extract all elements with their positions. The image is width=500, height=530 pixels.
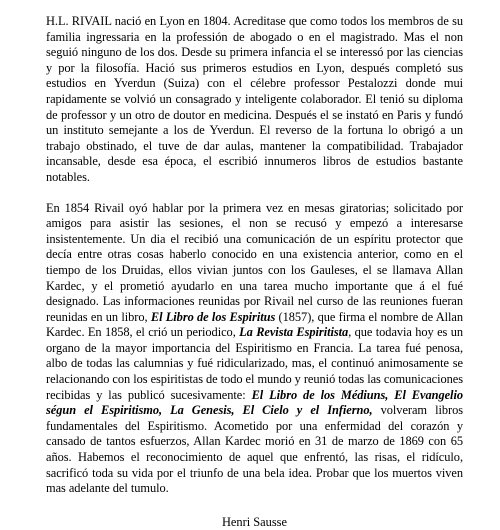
paragraph-2-text-part-1: En 1854 Rivail oyó hablar por la primera vez en mesas giratorias; solicitado por amigos para asistir las sesiones, el non se recusó y empezó a interesarse insistentemente. Un dia el recibió una comunicación de un espíritu protector que decía entre otras cosas haberlo conocido en una existencia anterior, como en el tiempo de los Druidas, ellos vivian juntos con los Gauleses, el se llamava Allan Kardec, y el prometió ayudarlo en una tarea mucho importante que á el fué designado. Las informaciones reunidas por Rivail nel curso de las reuniones fueran reunidas en un libro, [46,200,463,324]
journal-title-revista-espiritista: La Revista Espiritista [239,325,349,340]
book-title-libro-espiritus: El Libro de los Espiritus [150,309,276,324]
paragraph-2-text-part-4: volveram libros fundamentales del Espiritismo. Acometido por una enfermidad del corazón y cansado de tantos esfuerzos, Allan Kardec morió en 31 de marzo de 1869 con 65 años. Habemos el reconocimiento de aquel que enfrentó, las risas, el ridículo, sacrificó toda su vida por el triunfo de una bela idea. Probar que los muertos viven mas adelante del tumulo. [46,403,463,496]
biography-paragraph-2 [46,201,463,497]
paragraph-2-text-part-2: (1857), que firma el nombre de Allan Kardec. En 1858, el crió un periodico, [46,309,463,340]
biography-paragraph-1: H.L. RIVAIL nació en Lyon en 1804. Acreditase que como todos los membros de su familia ingressaria en la professión de abogado o en el magistrado. Mas el non seguió ninguno de los dos. Desde su primera infancia el se interessó por las ciencias y por la filosofía. Hació sus primeros estudios en Lyon, después completó sus estudios en Yverdun (Suiza) con el célebre professor Pestalozzi donde mui rapidamente se volvió un consagrado y inteligente colaborador. El tenió su diploma de professor y un otro de doutor en medicina. Después el se instató en Paris y fundó un instituto semejante a los de Yverdun. El reverso de la fortuna lo obrigó a un trabajo obstinado, el tuve de dar aulas, mantener la compatibilidad. Trabajador incansable, desde esa época, el escribió innumeros libros de estudios bastante notables. [46,14,463,184]
author-signature: Henri Sausse [221,514,288,529]
paragraph-2-text-part-3: , que todavia hoy es un organo de la mayor importancia del Espiritismo en Francia. La tarea fué penosa, albo de todas las calumnias y fué ridicularizado, mas, el continuó animosamente se relacionando con los espiritistas de todo el mundo y reunió todas las comunicaciones recibidas y las publicó sucesivamente: [46,325,463,402]
book-titles-list: El Libro de los Médiuns, El Evangelio ségun el Espiritismo, La Genesis, El Cielo y el Infierno, [46,387,463,418]
